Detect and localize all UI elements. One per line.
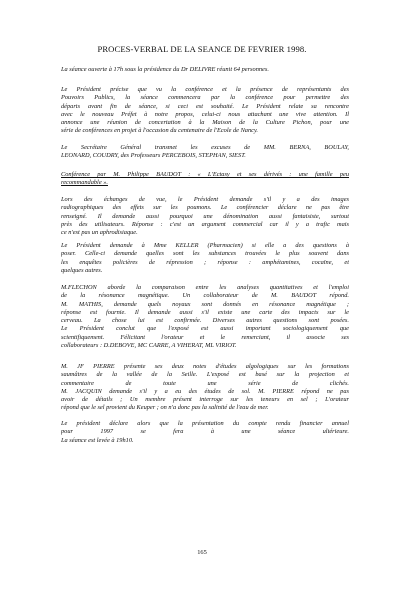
text-line: pour 1997 se fera à une séance ultérieure. [61, 428, 349, 436]
text-line: cerveau. La chose lui est confirmée. Diverses autres questions sont posées. [61, 317, 349, 325]
text-line: départs avant fin de séance, si ceci est souhaité. Le Président relate sa rencontre [61, 102, 349, 110]
text-line: avoir de détails ; Un membre présent interroge sur les teneurs en sel ; L'orateur [61, 396, 349, 404]
text-line: réponse est fournie. Il demande aussi s'il existe une carte des impacts sur le [61, 308, 349, 316]
text-line: Pouvoirs Publics, la séance commencera par la conférence pour permettre des [61, 94, 349, 102]
text-line: collaborateurs : D.DEBOVE, MC CARRE, A VIHERAT, ML VIRIOT. [61, 342, 237, 350]
text-line: avec le nouveau Préfet à notre propos, celui-ci nous attachant une vive attention. Il [61, 110, 349, 118]
text-line: La séance est levée à 19h10. [61, 436, 134, 444]
text-line: Le Président précise que vu la conférence et la présence de représentants des [61, 86, 349, 93]
paragraph [61, 86, 349, 136]
text-line: près des utilisateurs. Réponse : c'est un argument commercial car il y a trafic mais [61, 220, 349, 228]
paragraph [61, 363, 349, 413]
text-line: Le Président demande à Mme KELLER (Pharmacien) si elle a des questions à [61, 242, 349, 249]
text-line: poser. Celle-ci demande quelles sont les substances trouvées le plus souvent dans [61, 250, 349, 258]
page-number: 165 [197, 549, 207, 556]
text-line: commentaire de toute une série de clichés. [61, 379, 349, 387]
text-line: LEONARD, COUDRY, des Professeurs PERCEBOIS, STEPHAN, SIEST. [61, 152, 246, 160]
text-line: La séance ouverte à 17h sous la présidence du Dr DELIVRE réunit 64 personnes. [61, 66, 269, 73]
text-line: recommandable ». [61, 179, 108, 187]
text-line: saumâtres de la vallée de la Seille. L'exposé est basé sur la projection et [61, 371, 349, 379]
paragraph [61, 144, 349, 161]
text-line: ce n'est pas un aphrodisiaque. [61, 229, 138, 237]
text-line: Le président déclare alors que la présentation du compte rendu financier annuel [61, 420, 349, 427]
text-line: répond que le sel provient du Keuper ; on n'a donc pas la salinité de l'eau de mer. [61, 404, 269, 412]
text-line: M. JF PIERRE présente ses deux notes d'études algologiques sur les formations [61, 363, 349, 370]
text-line: les enquêtes policières de répression ; réponse : amphétamines, cocaïne, et [61, 258, 349, 266]
text-line: annonce une réunion de concertation à la Maison de la Culture Pichon, pour une [61, 119, 349, 127]
paragraph [61, 196, 349, 237]
paragraph [61, 171, 349, 188]
text-line: Le Secrétaire Général transmet les excuses de MM. BERNA, BOULAY, [61, 144, 349, 151]
text-line: M. MATHIS, demande quels noyaux sont donnés en résonance magnétique ; [61, 300, 349, 308]
text-line: Le Président conclut que l'exposé est aussi important sociologiquement que [61, 325, 349, 333]
text-line: Lors des échanges de vue, le Président demande s'il y a des images [61, 196, 349, 203]
paragraph [61, 242, 349, 275]
text-line: M.FLECHON aborde la comparaison entre les analyses quantitatives et l'emploi [61, 284, 349, 291]
paragraph [61, 66, 349, 74]
paragraph [61, 284, 349, 350]
text-line: renseigné. Il demande aussi pourquoi une dénomination aussi fantaisiste, surtout [61, 212, 349, 220]
document-title: PROCES-VERBAL DE LA SEANCE DE FEVRIER 1998. [97, 44, 307, 54]
text-line: de la résonance magnétique. Un collaborateur de M. BAUDOT répond. [61, 292, 349, 300]
text-line: série de conférences en projet à l'occasion du centenaire de l'Ecole de Nancy. [61, 127, 259, 135]
text-line: Conférence par M. Philippe BAUDOT : « L'Ectasy et ses dérivés : une famille peu [61, 171, 349, 178]
text-line: radiographiques des effets sur les poumons. Le conférencier déclare ne pas être [61, 204, 349, 212]
text-line: quelques autres. [61, 266, 103, 274]
text-line: M. JACQUIN demande s'il y a eu des études de sol. M. PIERRE répond ne pas [61, 387, 349, 395]
text-line: scientifiquement. Félicitant l'orateur et le remerciant, il associe ses [61, 333, 349, 341]
paragraph [61, 420, 349, 445]
